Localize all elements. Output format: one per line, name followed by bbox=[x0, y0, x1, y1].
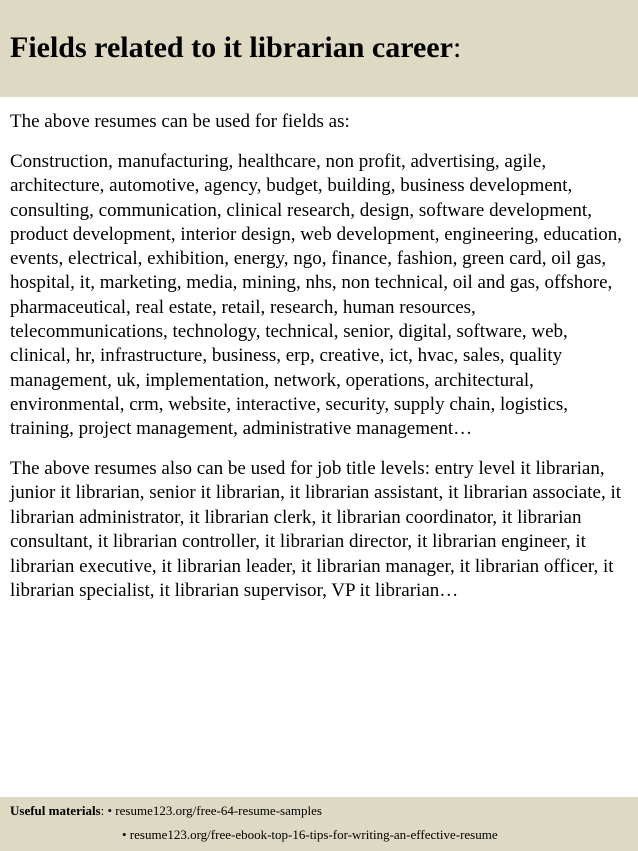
header-band bbox=[0, 0, 638, 97]
page-title-colon: : bbox=[452, 31, 462, 64]
job-levels-paragraph: The above resumes also can be used for job title levels: entry level it librarian, junior it librarian, senior it librarian, it librarian assistant, it librarian associate, it librarian administrator, it librarian clerk, it librarian coordinator, it librarian consultant, it librarian controller, it librarian director, it librarian engineer, it librarian executive, it librarian leader, it librarian manager, it librarian officer, it librarian specialist, it librarian supervisor, VP it librarian… bbox=[10, 457, 621, 602]
footer-row-1 bbox=[10, 800, 322, 822]
useful-materials-colon: : bbox=[100, 803, 108, 818]
fields-paragraph: Construction, manufacturing, healthcare, non profit, advertising, agile, architecture, automotive, agency, budget, building, business development, consulting, communication, clinical research, design, software development, product development, interior design, web development, engineering, education, events, electrical, exhibition, energy, ngo, finance, fashion, green card, oil gas, hospital, it, marketing, media, mining, nhs, non technical, oil and gas, offshore, pharmaceutical, real estate, retail, research, human resources, telecommunications, technology, technical, senior, digital, software, web, clinical, hr, infrastructure, business, erp, creative, ict, hvac, sales, quality management, uk, implementation, network, operations, architectural, environmental, crm, website, interactive, security, supply chain, logistics, training, project management, administrative management… bbox=[10, 151, 623, 440]
resource-link-resume-samples[interactable]: • resume123.org/free-64-resume-samples bbox=[107, 803, 322, 818]
page-title bbox=[10, 28, 461, 68]
intro-text: The above resumes can be used for fields as: bbox=[10, 111, 350, 132]
useful-materials-label: Useful materials bbox=[10, 803, 101, 818]
resource-link-ebook-tips[interactable]: • resume123.org/free-ebook-top-16-tips-for-writing-an-effective-resume bbox=[122, 827, 498, 842]
footer-row-2 bbox=[122, 824, 498, 846]
main-content bbox=[10, 110, 632, 604]
footer-band bbox=[0, 797, 638, 851]
page-title-text: Fields related to it librarian career bbox=[10, 31, 453, 64]
